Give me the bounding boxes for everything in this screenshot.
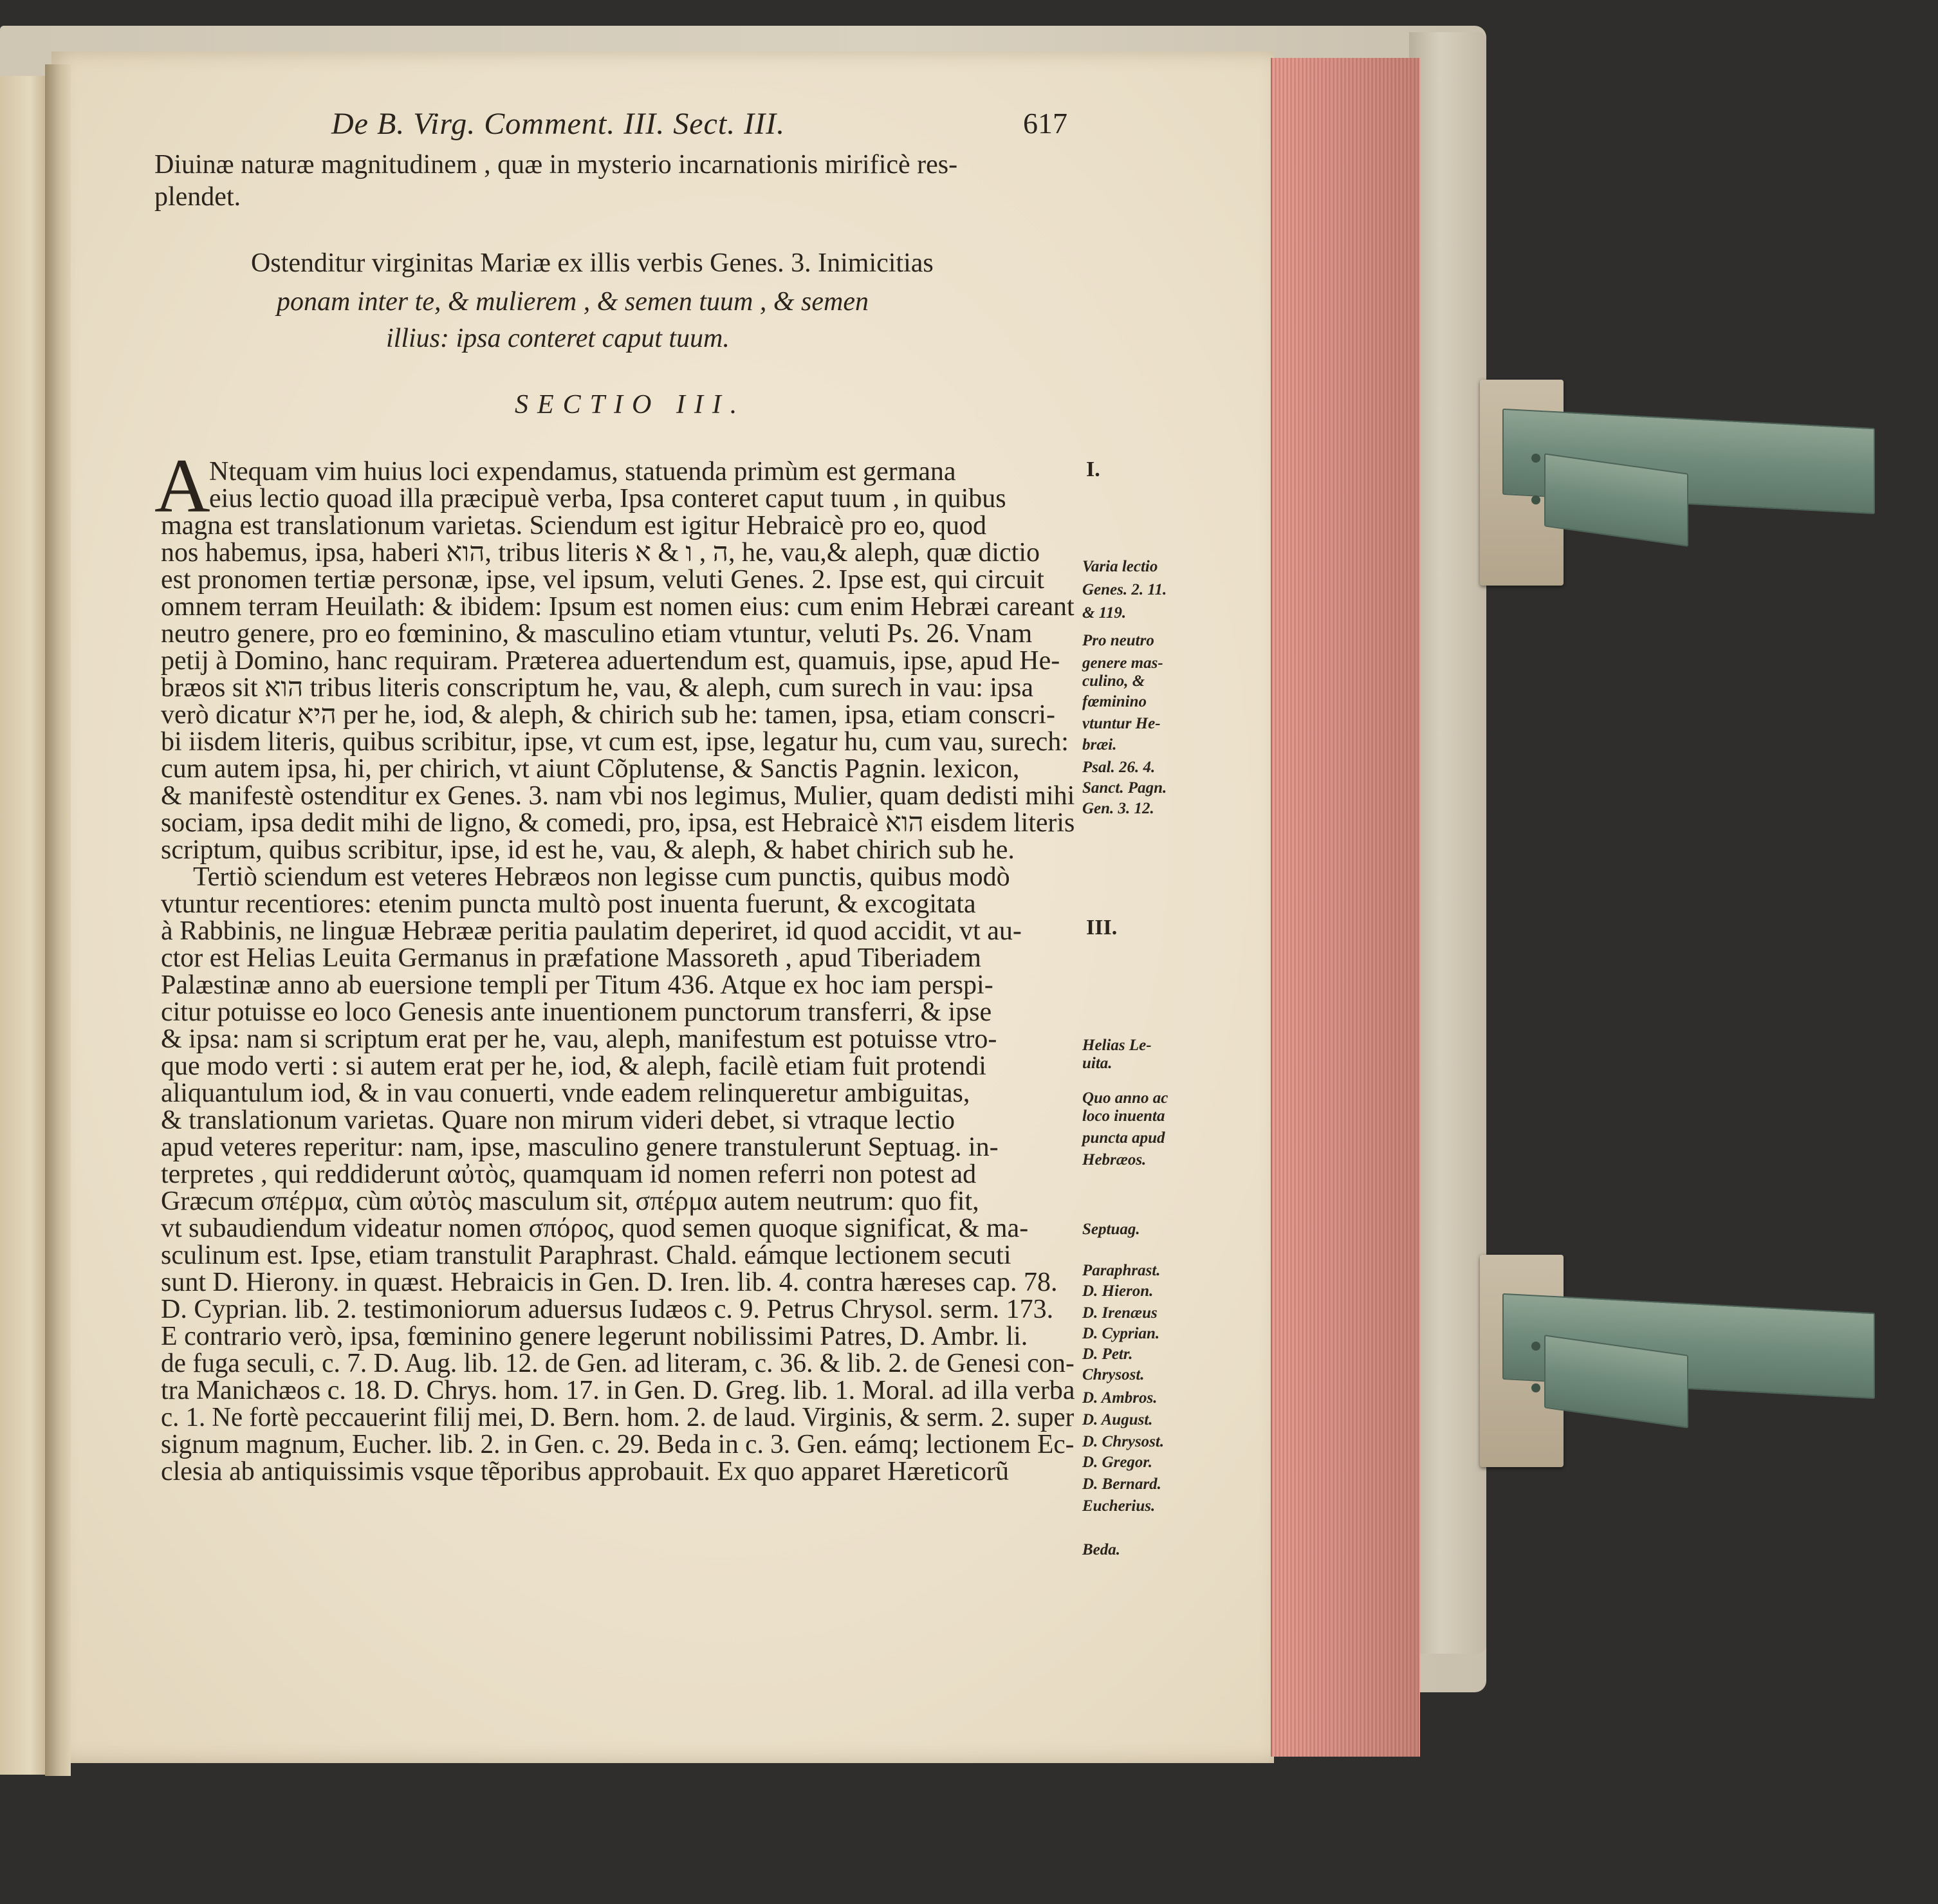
marginal-note: Hebræos. <box>1082 1151 1147 1169</box>
marginal-note: Varia lectio <box>1082 558 1158 575</box>
body-line: sunt D. Hierony. in quæst. Hebraicis in Gen. D. Iren. lib. 4. contra hæreses cap. 78. <box>161 1268 1058 1297</box>
marginal-note: D. Bernard. <box>1082 1475 1161 1493</box>
body-line: & manifestè ostenditur ex Genes. 3. nam vbi nos legimus, Mulier, quam dedisti mihi <box>161 781 1075 811</box>
cover-fore-edge-board <box>1409 32 1486 1654</box>
body-line: citur potuisse eo loco Genesis ante inuentionem punctorum transferri, & ipse <box>161 997 992 1027</box>
marginal-note: & 119. <box>1082 604 1127 622</box>
body-line: que modo verti : si autem erat per he, iod, & aleph, facilè etiam fuit protendi <box>161 1051 986 1081</box>
upper-clasp-rivet <box>1531 454 1540 463</box>
body-line: verò dicatur היא per he, iod, & aleph, & chirich sub he: tamen, ipsa, etiam conscri- <box>161 700 1055 730</box>
running-title: De B. Virg. Comment. III. Sect. III. <box>331 107 786 141</box>
lower-clasp-rivet <box>1531 1383 1540 1392</box>
drop-cap: A <box>154 443 210 528</box>
marginal-note: D. Irenæus <box>1082 1304 1158 1322</box>
marginal-note: D. Hieron. <box>1082 1282 1154 1300</box>
marginal-note: Sanct. Pagn. <box>1082 779 1167 797</box>
marginal-note: D. Cyprian. <box>1082 1325 1160 1342</box>
marginal-note: genere mas- <box>1082 654 1163 672</box>
marginal-note: culino, & <box>1082 672 1145 690</box>
body-line: clesia ab antiquissimis vsque tẽporibus approbauit. Ex quo apparet Hæreticorũ <box>161 1457 1010 1486</box>
body-line: signum magnum, Eucher. lib. 2. in Gen. c. 29. Beda in c. 3. Gen. eámq; lectionem Ec- <box>161 1430 1075 1459</box>
body-line: sociam, ipsa dedit mihi de ligno, & comedi, pro, ipsa, est Hebraicè הוא eisdem literis <box>161 808 1075 838</box>
fore-edge-shadow <box>1271 58 1419 1757</box>
body-line: bræos sit הוא tribus literis conscriptum he, vau, & aleph, cum surech in vau: ipsa <box>161 673 1034 703</box>
marginal-note: Pro neutro <box>1082 632 1154 649</box>
body-line: ctor est Helias Leuita Germanus in præfatione Massoreth , apud Tiberiadem <box>161 943 981 973</box>
marginal-note: D. Petr. <box>1082 1345 1133 1363</box>
marginal-note: Beda. <box>1082 1541 1121 1558</box>
marginal-note: uita. <box>1082 1055 1112 1072</box>
body-line: vtuntur recentiores: etenim puncta multò post inuenta fuerunt, & excogitata <box>161 889 976 919</box>
body-line: E contrario verò, ipsa, fœminino genere legerunt nobilissimi Patres, D. Ambr. li. <box>161 1322 1028 1351</box>
page-gutter <box>45 64 71 1776</box>
body-line: magna est translationum varietas. Sciendum est igitur Hebraicè pro eo, quod <box>161 511 986 541</box>
body-line: omnem terram Heuilath: & ibidem: Ipsum est nomen eius: cum enim Hebræi careant <box>161 592 1075 622</box>
body-line: eius lectio quoad illa præcipuè verba, Ipsa conteret caput tuum , in quibus <box>209 484 1006 513</box>
marginal-note: D. Gregor. <box>1082 1454 1153 1471</box>
marginal-note: D. Chrysost. <box>1082 1433 1165 1450</box>
intro-line: Diuinæ naturæ magnitudinem , quæ in mysterio incarnationis mirificè res- <box>154 150 958 180</box>
body-line: nos habemus, ipsa, haberi הוא, tribus literis ה , ו & א, he, vau,& aleph, quæ dictio <box>161 538 1040 568</box>
body-line: aliquantulum iod, & in vau conuerti, vnde eadem relinqueretur ambiguitas, <box>161 1078 970 1108</box>
marginal-note: bræi. <box>1082 736 1117 753</box>
marginal-note: Psal. 26. 4. <box>1082 759 1156 776</box>
body-line: terpretes , qui reddiderunt αὐτὸς, quamquam id nomen referri non potest ad <box>161 1160 977 1189</box>
body-line: cum autem ipsa, hi, per chirich, vt aiunt Cõplutense, & Sanctis Pagnin. lexicon, <box>161 754 1020 784</box>
body-line: bi iisdem literis, quibus scribitur, ipse, vt cum est, ipse, legatur hu, cum vau, surech: <box>161 727 1069 757</box>
marginal-note: Paraphrast. <box>1082 1262 1161 1279</box>
lower-clasp-rivet <box>1531 1342 1540 1351</box>
section-caption-line: Ostenditur virginitas Mariæ ex illis verbis Genes. 3. Inimicitias <box>251 248 934 278</box>
body-line: & translationum varietas. Quare non mirum videri debet, si vtraque lectio <box>161 1105 955 1135</box>
body-line: apud veteres reperitur: nam, ipse, masculino genere transtulerunt Septuag. in- <box>161 1132 999 1162</box>
folio-number: 617 <box>1023 107 1067 140</box>
body-line: scriptum, quibus scribitur, ipse, id est he, vau, & aleph, & habet chirich sub he. <box>161 835 1015 865</box>
marginal-note: D. August. <box>1082 1411 1153 1428</box>
body-line: vt subaudiendum videatur nomen σπόρος, quod semen quoque significat, & ma- <box>161 1214 1029 1243</box>
body-line: Græcum σπέρμα, cùm αὐτὸς masculum sit, σπέρμα autem neutrum: quo fit, <box>161 1187 979 1216</box>
marginal-note: Eucherius. <box>1082 1497 1156 1515</box>
body-line: D. Cyprian. lib. 2. testimoniorum aduersus Iudæos c. 9. Petrus Chrysol. serm. 173. <box>161 1295 1054 1324</box>
body-line: neutro genere, pro eo fœminino, & masculino etiam vtuntur, veluti Ps. 26. Vnam <box>161 619 1033 649</box>
body-line: Palæstinæ anno ab euersione templi per Titum 436. Atque ex hoc iam perspi- <box>161 970 993 1000</box>
marginal-note: Gen. 3. 12. <box>1082 800 1154 817</box>
marginal-note: Septuag. <box>1082 1221 1140 1238</box>
marginal-note: Chrysost. <box>1082 1366 1145 1383</box>
section-caption-line: illius: ipsa conteret caput tuum. <box>386 324 730 353</box>
body-line: de fuga seculi, c. 7. D. Aug. lib. 12. de Gen. ad literam, c. 36. & lib. 2. de Genesi con- <box>161 1349 1075 1378</box>
left-page-edge <box>0 76 50 1775</box>
marginal-note: Quo anno ac <box>1082 1089 1168 1107</box>
body-line: c. 1. Ne fortè peccauerint filij mei, D. Bern. hom. 2. de laud. Virginis, & serm. 2. super <box>161 1403 1075 1432</box>
marginal-note: loco inuenta <box>1082 1107 1165 1125</box>
body-line: est pronomen tertiæ personæ, ipse, vel ipsum, veluti Genes. 2. Ipse est, qui circuit <box>161 565 1044 595</box>
marginal-note: Genes. 2. 11. <box>1082 581 1167 598</box>
body-line: Ntequam vim huius loci expendamus, statuenda primùm est germana <box>209 457 956 486</box>
section-title: SECTIO III. <box>515 390 746 420</box>
marginal-note: III. <box>1086 916 1118 939</box>
body-line: sculinum est. Ipse, etiam transtulit Paraphrast. Chald. eámque lectionem secuti <box>161 1241 1011 1270</box>
marginal-note: D. Ambros. <box>1082 1389 1158 1407</box>
body-line: & ipsa: nam si scriptum erat per he, vau, aleph, manifestum est potuisse vtro- <box>161 1024 997 1054</box>
upper-clasp-rivet <box>1531 495 1540 504</box>
marginal-note: fœminino <box>1082 693 1147 710</box>
body-line: à Rabbinis, ne linguæ Hebrææ peritia paulatim deperiret, id quod accidit, vt au- <box>161 916 1022 946</box>
body-line: Tertiò sciendum est veteres Hebræos non legisse cum punctis, quibus modò <box>193 862 1010 892</box>
body-line: petij à Domino, hanc requiram. Præterea aduertendum est, quamuis, ipse, apud He- <box>161 646 1060 676</box>
marginal-note: vtuntur He- <box>1082 715 1161 732</box>
intro-line: plendet. <box>154 182 241 212</box>
marginal-note: Helias Le- <box>1082 1037 1152 1054</box>
body-line: tra Manichæos c. 18. D. Chrys. hom. 17. in Gen. D. Greg. lib. 1. Moral. ad illa verba <box>161 1376 1075 1405</box>
marginal-note: puncta apud <box>1082 1129 1165 1147</box>
marginal-note: I. <box>1086 458 1100 481</box>
section-caption-line: ponam inter te, & mulierem , & semen tuum , & semen <box>277 287 869 317</box>
